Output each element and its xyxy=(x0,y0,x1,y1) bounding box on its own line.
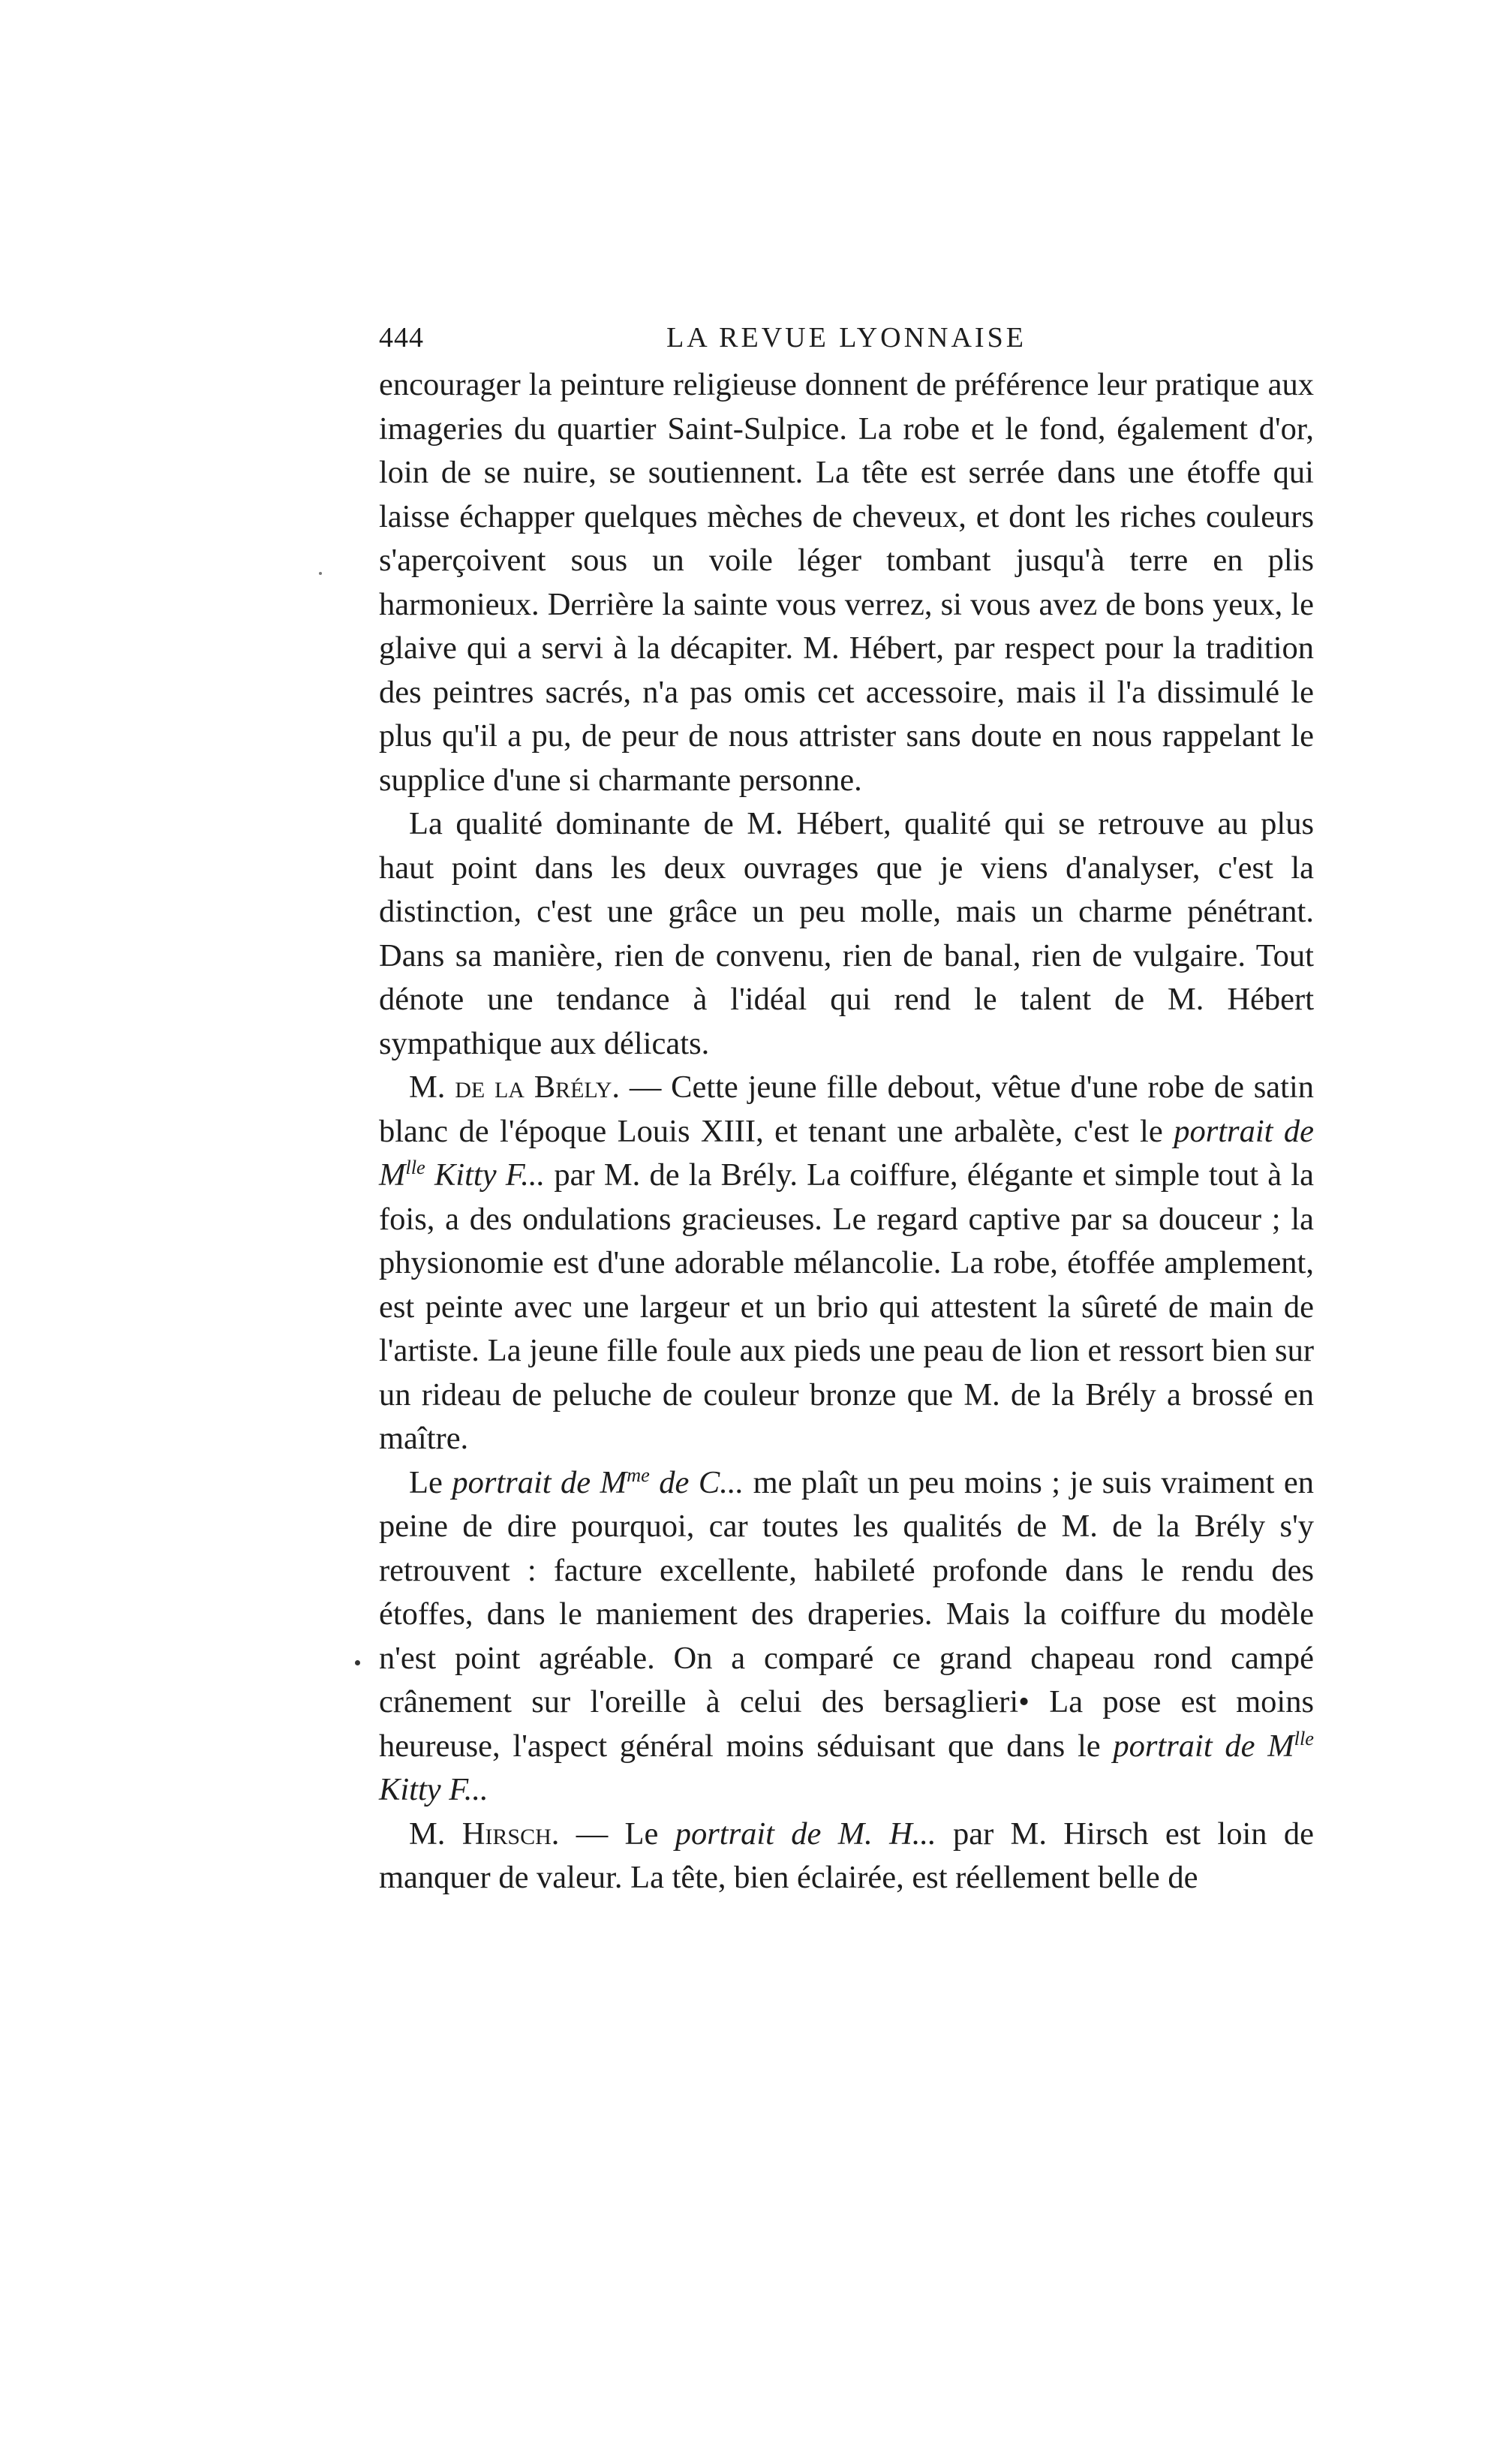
italic-title: portrait de M xyxy=(1113,1728,1294,1764)
italic-title: Kitty F... xyxy=(379,1772,488,1807)
superscript: lle xyxy=(405,1156,425,1178)
text-run: par M. de la Brély. La coiffure, élégante et simple tout à la fois, a des ondulations gracieuses. Le regard captive par sa douceur ; la physionomie est d'une adorable mélancolie. La robe, étoffée amplement, est peinte avec une largeur et un brio qui attestent la sûreté de main de l'artiste. La jeune fille foule aux pieds une peau de lion et ressort bien sur un rideau de peluche de couleur bronze que M. de la Brély a brossé en maître. xyxy=(379,1157,1314,1456)
artist-name: Hirsch xyxy=(461,1816,552,1852)
text-run: . — Cette jeune fille debout, vêtue d'une robe de satin blanc de l'époque Louis XIII, et tenant une arbalète, c'est le xyxy=(379,1070,1315,1149)
italic-title: portrait de M. H... xyxy=(675,1816,936,1852)
text-run: M. xyxy=(409,1816,462,1852)
page-number: 444 xyxy=(379,322,424,354)
italic-title xyxy=(1294,1728,1314,1764)
text-run: par M. Hirsch est loin de manquer de valeur. La tête, bien éclairée, est réellement belle de xyxy=(379,1816,1314,1895)
margin-speck xyxy=(319,572,322,575)
body-text xyxy=(379,363,1314,1900)
paragraph xyxy=(379,1066,1314,1461)
italic-title: de C... xyxy=(649,1464,744,1500)
running-head: LA REVUE LYONNAISE xyxy=(666,322,1027,354)
text-run: La qualité dominante de M. Hébert, qualité qui se retrouve au plus haut point dans les deux ouvrages que je viens d'analyser, c'est la distinction, c'est une grâce un peu molle, mais un charme pénétrant. Dans sa manière, rien de convenu, rien de banal, rien de vulgaire. Tout dénote une tendance à l'idéal qui rend le talent de M. Hébert sympathique aux délicats. xyxy=(379,806,1314,1061)
page-header xyxy=(379,321,1314,366)
italic-title: Kitty F... xyxy=(425,1157,546,1193)
paragraph xyxy=(379,1813,1314,1900)
text-run: . — Le xyxy=(551,1816,675,1852)
italic-title xyxy=(405,1157,425,1193)
italic-title: portrait de M xyxy=(379,1113,1314,1193)
margin-speck xyxy=(355,1660,360,1665)
paragraph xyxy=(379,1461,1314,1813)
text-run: Le xyxy=(409,1464,452,1500)
superscript: me xyxy=(627,1464,650,1486)
paragraph xyxy=(379,363,1314,802)
paragraph xyxy=(379,802,1314,1066)
italic-title xyxy=(627,1465,650,1500)
superscript: lle xyxy=(1294,1727,1314,1749)
text-run: M. xyxy=(409,1070,455,1105)
italic-title: portrait de M xyxy=(452,1464,627,1500)
text-run: encourager la peinture religieuse donnent de préférence leur pratique aux imageries du quartier Saint-Sulpice. La robe et le fond, également d'or, loin de se nuire, se soutiennent. La tête est serrée dans une étoffe qui laisse échapper quelques mèches de cheveux, et dont les riches couleurs s'aperçoivent sous un voile léger tombant jusqu'à terre en plis harmonieux. Derrière la sainte vous verrez, si vous avez de bons yeux, le glaive qui a servi à la décapiter. M. Hébert, par respect pour la tradition des peintres sacrés, n'a pas omis cet accessoire, mais il l'a dissimulé le plus qu'il a pu, de peur de nous attrister sans doute en nous rappelant le supplice d'une si charmante personne. xyxy=(379,367,1314,798)
text-run: me plaît un peu moins ; je suis vraiment en peine de dire pourquoi, car toutes les qualités de M. de la Brély s'y retrouvent : facture excellente, habileté profonde dans le rendu des étoffes, dans le maniement des draperies. Mais la coiffure du modèle n'est point agréable. On a comparé ce grand chapeau rond campé crânement sur l'oreille à celui des bersaglieri• La pose est moins heureuse, l'aspect général moins séduisant que dans le xyxy=(379,1464,1314,1764)
artist-name: de la Brély xyxy=(455,1070,612,1105)
